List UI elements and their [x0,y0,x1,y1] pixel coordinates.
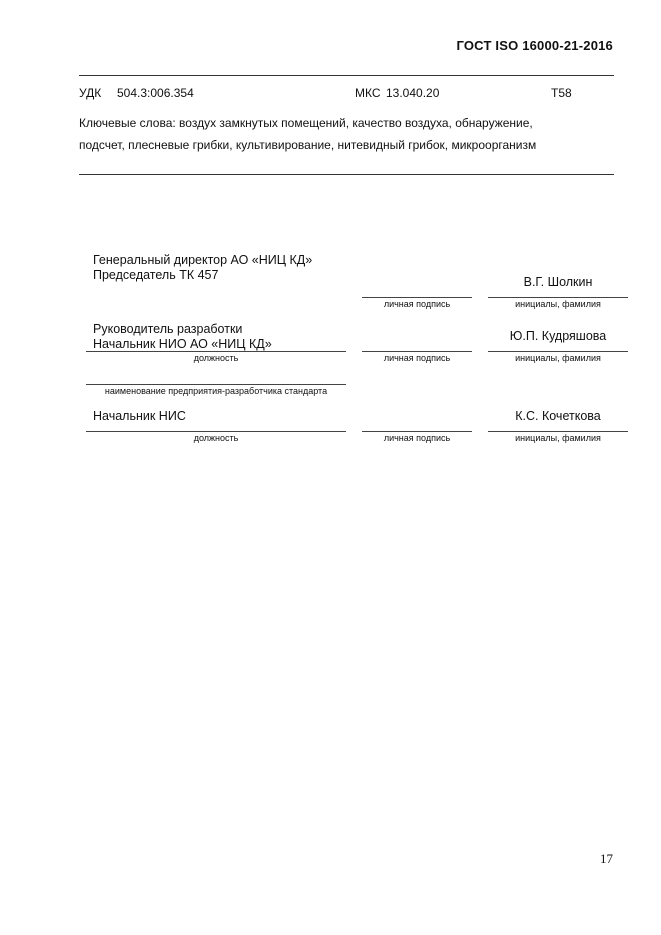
keywords-line-2: подсчет, плесневые грибки, культивирование, нитевидный грибок, микроорганизм [79,138,537,152]
keywords-line-1: Ключевые слова: воздух замкнутых помещений, качество воздуха, обнаружение, [79,116,533,130]
organization-caption: наименование предприятия-разработчика стандарта [104,386,328,396]
udk-label: УДК [79,86,102,100]
signer1-position-line1: Генеральный директор АО «НИЦ КД» [93,253,313,267]
keywords-rule [79,174,614,175]
mks-label: МКС [355,86,381,100]
udk-value: 504.3:006.354 [117,86,194,100]
page-number: 17 [600,851,613,866]
mks-value: 13.040.20 [386,86,440,100]
signer3-signature-caption: личная подпись [383,433,451,443]
organization-line [86,384,346,385]
signer2-position-caption: должность [193,353,239,363]
signer3-name-line [488,431,628,432]
signer1-signature-line [362,297,472,298]
signer2-position-line1: Руководитель разработки [93,322,243,336]
signer2-name: Ю.П. Кудряшова [509,329,607,343]
signer2-position-line2: Начальник НИО АО «НИЦ КД» [93,337,272,351]
signer1-name: В.Г. Шолкин [523,275,593,289]
header-rule [79,75,614,76]
signer3-signature-line [362,431,472,432]
signer2-name-line [488,351,628,352]
signer2-signature-line [362,351,472,352]
signer1-name-caption: инициалы, фамилия [515,299,601,309]
signer2-name-caption: инициалы, фамилия [515,353,601,363]
signer1-signature-caption: личная подпись [383,299,451,309]
signer3-name-caption: инициалы, фамилия [515,433,601,443]
signer2-signature-caption: личная подпись [383,353,451,363]
group-code: Т58 [551,86,572,100]
signer3-name: К.С. Кочеткова [515,409,601,423]
signer2-position-line [86,351,346,352]
signer1-position-line2: Председатель ТК 457 [93,268,219,282]
signer3-position-caption: должность [193,433,239,443]
standard-code: ГОСТ ISO 16000-21-2016 [456,38,613,53]
signer1-name-line [488,297,628,298]
signer3-position: Начальник НИС [93,409,186,423]
signer3-position-line [86,431,346,432]
